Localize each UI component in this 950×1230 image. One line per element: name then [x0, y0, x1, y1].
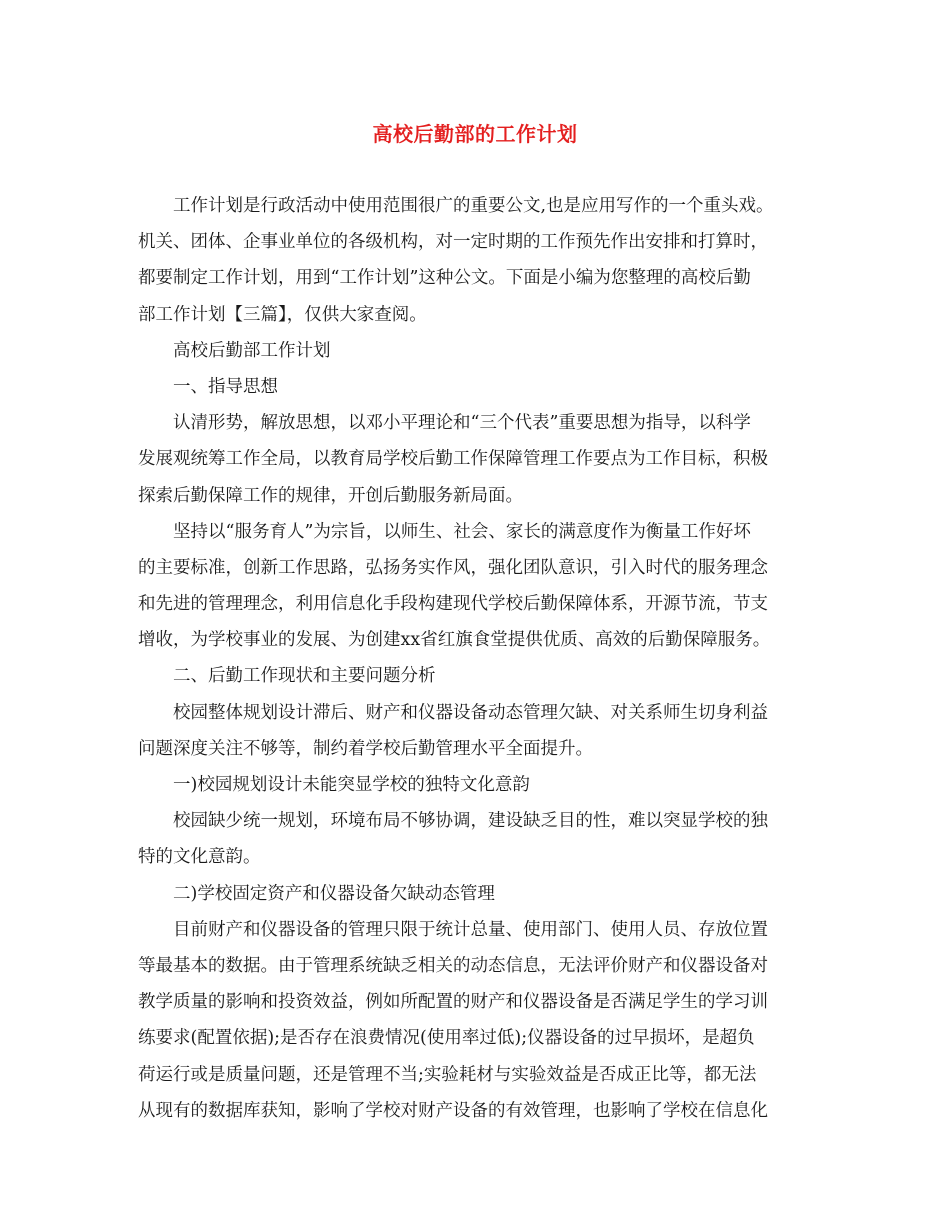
body-text-line: 练要求(配置依据);是否存在浪费情况(使用率过低);仪器设备的过早损坏，是超负	[138, 1028, 755, 1049]
body-text-line: 都要制定工作计划，用到“工作计划”这种公文。下面是小编为您整理的高校后勤	[138, 268, 751, 289]
body-text-line: 特的文化意韵。	[138, 847, 261, 868]
body-text-line: 机关、团体、企事业单位的各级机构，对一定时期的工作预先作出安排和打算时，	[138, 232, 768, 253]
body-text-line: 发展观统筹工作全局，以教育局学校后勤工作保障管理工作要点为工作目标，积极	[138, 449, 768, 470]
body-text-line: 教学质量的影响和投资效益，例如所配置的财产和仪器设备是否满足学生的学习训	[138, 992, 768, 1013]
body-text-line: 校园缺少统一规划，环境布局不够协调，建设缺乏目的性，难以突显学校的独	[173, 811, 768, 832]
body-text-line: 探索后勤保障工作的规律，开创后勤服务新局面。	[138, 485, 523, 506]
body-text-line: 目前财产和仪器设备的管理只限于统计总量、使用部门、使用人员、存放位置	[173, 919, 768, 940]
body-text-line: 等最基本的数据。由于管理系统缺乏相关的动态信息，无法评价财产和仪器设备对	[138, 955, 768, 976]
body-text-line: 二、后勤工作现状和主要问题分析	[173, 666, 436, 687]
document-body	[138, 188, 818, 1129]
body-text-line: 认清形势，解放思想，以邓小平理论和“三个代表”重要思想为指导，以科学	[173, 413, 751, 434]
body-text-line: 的主要标准，创新工作思路，弘扬务实作风，强化团队意识，引入时代的服务理念	[138, 557, 768, 578]
document-title: 高校后勤部的工作计划	[372, 122, 578, 146]
body-text-line: 坚持以“服务育人”为宗旨，以师生、社会、家长的满意度作为衡量工作好坏	[173, 521, 751, 542]
body-text-line: 增收，为学校事业的发展、为创建xx省红旗食堂提供优质、高效的后勤保障服务。	[138, 630, 771, 651]
body-text-line: 一、指导思想	[173, 376, 278, 397]
body-text-line: 校园整体规划设计滞后、财产和仪器设备动态管理欠缺、对关系师生切身利益	[173, 702, 768, 723]
body-text-line: 高校后勤部工作计划	[173, 340, 331, 361]
body-text-line: 问题深度关注不够等，制约着学校后勤管理水平全面提升。	[138, 738, 593, 759]
body-text-line: 从现有的数据库获知，影响了学校对财产设备的有效管理，也影响了学校在信息化	[138, 1100, 768, 1121]
body-text-line: 部工作计划【三篇】，仅供大家查阅。	[138, 304, 427, 325]
body-text-line: 工作计划是行政活动中使用范围很广的重要公文,也是应用写作的一个重头戏。	[173, 196, 774, 216]
body-text-line: 荷运行或是质量问题，还是管理不当;实验耗材与实验效益是否成正比等，都无法	[138, 1064, 757, 1085]
body-text-line: 二)学校固定资产和仪器设备欠缺动态管理	[173, 883, 495, 904]
body-text-line: 和先进的管理理念，利用信息化手段构建现代学校后勤保障体系，开源节流，节支	[138, 594, 768, 615]
body-text-line: 一)校园规划设计未能突显学校的独特文化意韵	[173, 775, 530, 795]
